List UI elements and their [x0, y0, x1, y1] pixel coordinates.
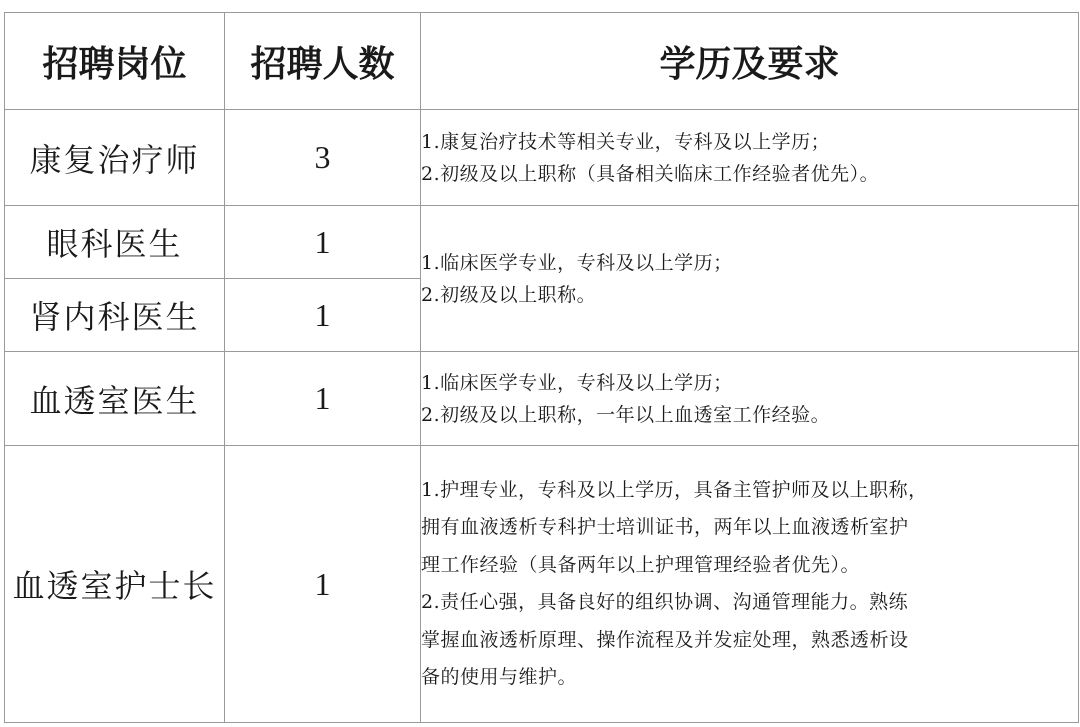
requirement-line: 2.初级及以上职称，一年以上血透室工作经验。 — [421, 403, 831, 426]
header-requirements: 学历及要求 — [421, 13, 1079, 110]
requirement-line: 2.初级及以上职称。 — [421, 283, 597, 306]
table-header-row — [5, 13, 1079, 110]
table-row — [5, 352, 1079, 446]
requirements-cell — [421, 446, 1079, 723]
requirement-line: 1.临床医学专业，专科及以上学历； — [421, 251, 733, 274]
requirement-line: 理工作经验（具备两年以上护理管理经验者优先）。 — [421, 553, 861, 576]
requirements-cell — [421, 110, 1079, 206]
requirement-line: 2.初级及以上职称（具备相关临床工作经验者优先）。 — [421, 162, 880, 185]
requirements-cell-shared — [421, 206, 1079, 352]
table-row — [5, 206, 1079, 279]
position-cell: 肾内科医生 — [5, 279, 225, 352]
requirement-line: 备的使用与维护。 — [421, 666, 578, 688]
requirement-line: 掌握血液透析原理、操作流程及并发症处理，熟悉透析设 — [421, 628, 909, 651]
table-row — [5, 446, 1079, 723]
header-position: 招聘岗位 — [5, 13, 225, 110]
table-row — [5, 110, 1079, 206]
count-cell: 1 — [225, 446, 421, 723]
count-cell: 3 — [225, 110, 421, 206]
requirement-line: 1.护理专业，专科及以上学历，具备主管护师及以上职称， — [421, 478, 928, 501]
requirement-line: 1.临床医学专业，专科及以上学历； — [421, 371, 733, 394]
requirement-line: 2.责任心强，具备良好的组织协调、沟通管理能力。熟练 — [421, 591, 909, 613]
position-cell: 眼科医生 — [5, 206, 225, 279]
position-cell: 血透室护士长 — [5, 446, 225, 723]
count-cell: 1 — [225, 206, 421, 279]
header-count: 招聘人数 — [225, 13, 421, 110]
requirements-cell — [421, 352, 1079, 446]
count-cell: 1 — [225, 279, 421, 352]
recruitment-table — [4, 12, 1079, 723]
requirement-line: 1.康复治疗技术等相关专业，专科及以上学历； — [421, 130, 831, 153]
position-cell: 康复治疗师 — [5, 110, 225, 206]
count-cell: 1 — [225, 352, 421, 446]
position-cell: 血透室医生 — [5, 352, 225, 446]
requirement-line: 拥有血液透析专科护士培训证书，两年以上血液透析室护 — [421, 516, 909, 538]
